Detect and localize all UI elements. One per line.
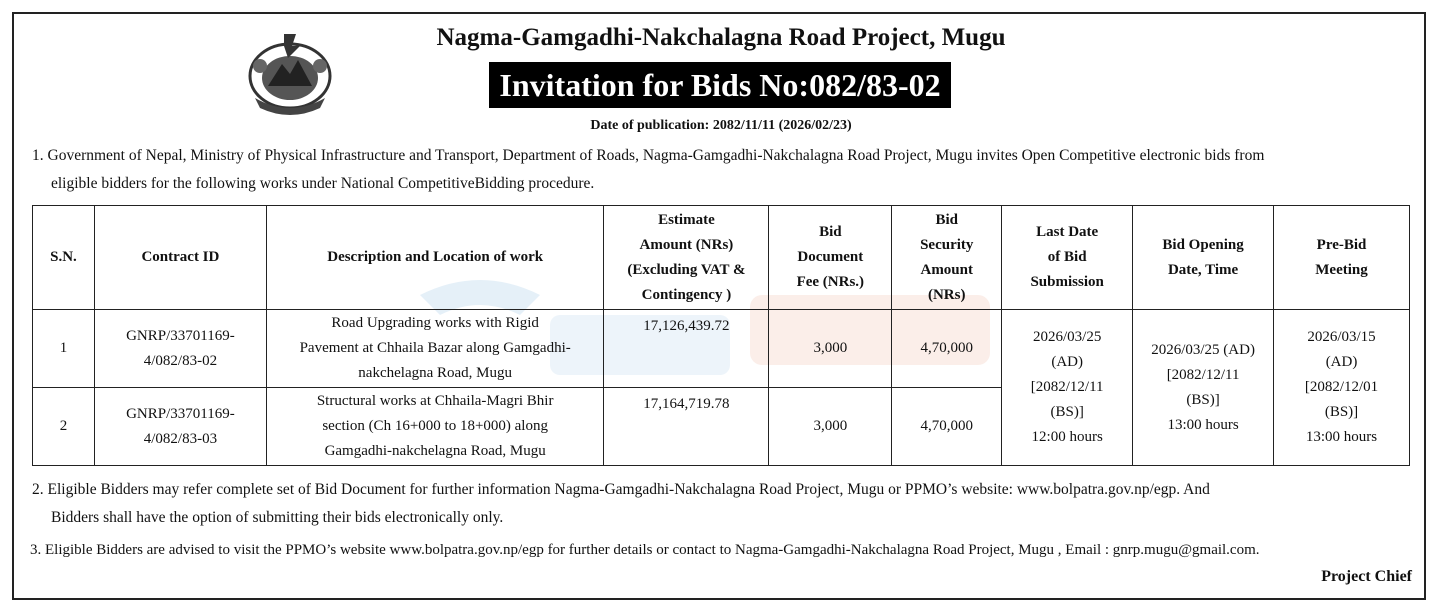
header-security-line: Security — [920, 236, 974, 253]
cell-line: 2026/03/25 — [1032, 329, 1102, 345]
cell-line: (BS)] — [1050, 404, 1084, 420]
cell-contract-id — [94, 310, 266, 388]
bids-table — [32, 205, 1410, 466]
header-fee — [769, 206, 892, 310]
header-fee-line: Fee (NRs.) — [796, 274, 865, 290]
cell-line: 12:00 hours — [1031, 429, 1103, 445]
cell-contract-id — [94, 388, 266, 466]
cell-line: (AD) — [1051, 354, 1083, 370]
header-estimate-line: Contingency ) — [641, 286, 732, 303]
header-prebid-line: Meeting — [1315, 261, 1368, 278]
ifb-number-banner: Invitation for Bids No:082/83-02 — [489, 62, 951, 108]
header-fee-line: Document — [797, 249, 864, 265]
cell-line: Pavement at Chhaila Bazar along Gamgadhi- — [299, 340, 571, 356]
cell-line: 2026/03/15 — [1307, 329, 1376, 345]
cell-line: [2082/12/11 — [1030, 379, 1104, 395]
header-opening-line: Bid Opening — [1162, 236, 1244, 253]
header-prebid — [1274, 206, 1410, 310]
cell-estimate: 17,126,439.72 — [604, 310, 769, 388]
cell-prebid — [1274, 310, 1410, 466]
cell-opening — [1133, 310, 1274, 466]
cell-line: nakchelagna Road, Mugu — [358, 365, 513, 381]
header-security-line: Amount — [920, 261, 973, 278]
header-description: Description and Location of work — [266, 206, 604, 310]
cell-description — [266, 310, 604, 388]
table-header-row — [33, 206, 1410, 310]
cell-line: 13:00 hours — [1167, 416, 1239, 433]
header-last-date-line: of Bid — [1047, 249, 1087, 265]
header-fee-line: Bid — [819, 224, 842, 240]
cell-last-date — [1002, 310, 1133, 466]
cell-line: Gamgadhi-nakchelagna Road, Mugu — [324, 443, 546, 459]
cell-line: Road Upgrading works with Rigid — [331, 315, 539, 331]
header-estimate-line: (Excluding VAT & — [627, 261, 746, 278]
header-security-line: (NRs) — [927, 286, 966, 303]
cell-estimate: 17,164,719.78 — [604, 388, 769, 466]
cell-line: Structural works at Chhaila-Magri Bhir — [316, 393, 554, 409]
cell-fee: 3,000 — [769, 388, 892, 466]
header-opening — [1133, 206, 1274, 310]
header-opening-line: Date, Time — [1167, 261, 1239, 278]
header-sn: S.N. — [33, 206, 95, 310]
paragraph-2 — [32, 476, 1417, 532]
header-prebid-line: Pre-Bid — [1316, 236, 1367, 253]
header-estimate-line: Amount (NRs) — [639, 236, 734, 253]
cell-line: 4/082/83-02 — [143, 352, 218, 369]
signature-project-chief: Project Chief — [1321, 568, 1412, 585]
table-row — [33, 310, 1410, 388]
header-security — [892, 206, 1002, 310]
header-estimate-line: Estimate — [658, 211, 715, 228]
cell-description — [266, 388, 604, 466]
cell-sn: 2 — [33, 388, 95, 466]
paragraph-1-line-1: 1. Government of Nepal, Ministry of Physical Infrastructure and Transport, Department of Roads, Nagma-Gamgadhi-Nakchalagna Road Project, Mugu invites Open Competitive electronic bids from — [32, 147, 1265, 164]
header-last-date-line: Submission — [1030, 274, 1104, 290]
header-last-date — [1002, 206, 1133, 310]
cell-line: GNRP/33701169- — [126, 405, 235, 422]
project-title: Nagma-Gamgadhi-Nakchalagna Road Project, Mugu — [436, 24, 1006, 51]
cell-line: (BS)] — [1324, 404, 1359, 420]
cell-security: 4,70,000 — [892, 388, 1002, 466]
cell-line: (BS)] — [1186, 391, 1220, 408]
header-estimate — [604, 206, 769, 310]
header-security-line: Bid — [935, 211, 958, 228]
paragraph-2-line-1: 2. Eligible Bidders may refer complete set of Bid Document for further information Nagma-Gamgadhi-Nakchalagna Road Project, Mugu or PPMO’s website: www.bolpatra.gov.np/egp. And — [32, 481, 1210, 498]
paragraph-1-line-2: eligible bidders for the following works under National CompetitiveBidding procedure. — [51, 175, 595, 192]
header-contract-id: Contract ID — [94, 206, 266, 310]
cell-fee: 3,000 — [769, 310, 892, 388]
cell-line: section (Ch 16+000 to 18+000) along — [322, 418, 548, 434]
cell-sn: 1 — [33, 310, 95, 388]
cell-line: 4/082/83-03 — [143, 430, 218, 447]
paragraph-1 — [32, 142, 1417, 198]
paragraph-3: 3. Eligible Bidders are advised to visit the PPMO’s website www.bolpatra.gov.np/egp for further details or contact to Nagma-Gamgadhi-Nakchalagna Road Project, Mugu , Email : gnrp.mugu@gmail.com. — [30, 542, 1260, 558]
cell-line: 2026/03/25 (AD) — [1151, 341, 1255, 358]
cell-line: [2082/12/11 — [1166, 366, 1240, 383]
cell-line: 13:00 hours — [1305, 429, 1378, 445]
cell-line: [2082/12/01 — [1304, 379, 1379, 395]
header-last-date-line: Last Date — [1036, 224, 1099, 240]
cell-security: 4,70,000 — [892, 310, 1002, 388]
publication-date: Date of publication: 2082/11/11 (2026/02/23) — [590, 118, 852, 133]
cell-line: (AD) — [1325, 354, 1358, 370]
paragraph-2-line-2: Bidders shall have the option of submitting their bids electronically only. — [51, 509, 504, 526]
cell-line: GNRP/33701169- — [126, 327, 235, 344]
